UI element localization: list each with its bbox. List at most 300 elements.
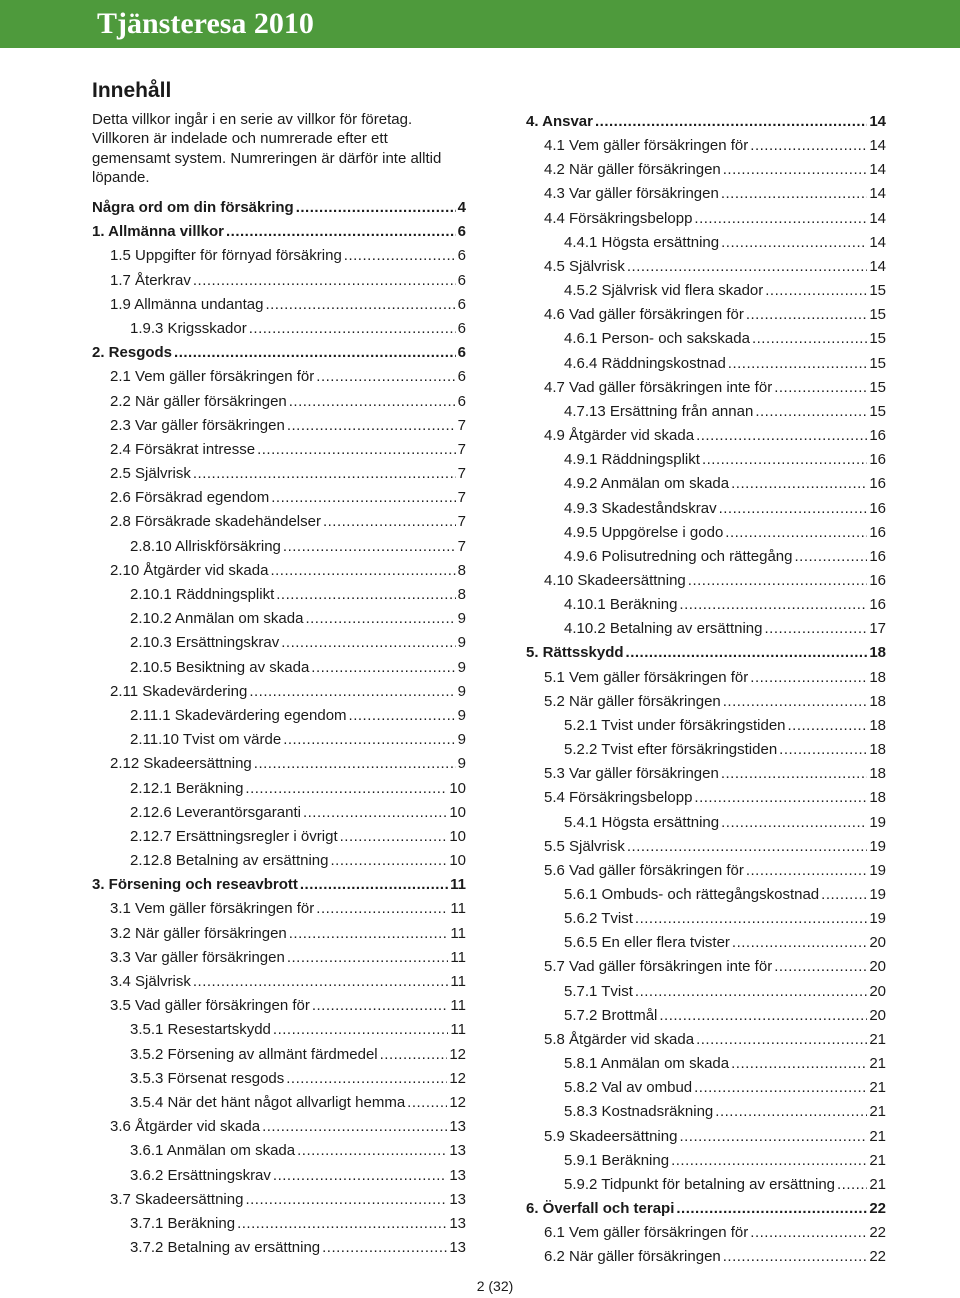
toc-entry[interactable]: [92, 1212, 466, 1236]
dot-leader: [193, 970, 449, 994]
toc-entry[interactable]: [526, 1221, 886, 1245]
toc-entry-label: 1.7 Återkrav: [110, 271, 191, 289]
toc-entry-page: 12: [449, 1045, 466, 1063]
dot-leader: [257, 438, 456, 462]
dot-leader: [788, 714, 868, 738]
toc-entry[interactable]: [526, 738, 886, 762]
toc-entry-label: 4.6 Vad gäller försäkringen för: [544, 306, 744, 324]
toc-entry[interactable]: [526, 448, 886, 472]
document-title: Tjänsteresa 2010: [97, 7, 314, 40]
dot-leader: [245, 1188, 447, 1212]
toc-entry-label: 4.9.3 Skadeståndskrav: [564, 499, 717, 517]
dot-leader: [696, 1028, 867, 1052]
dot-leader: [725, 521, 867, 545]
toc-entry[interactable]: [92, 341, 466, 365]
toc-entry-page: 14: [869, 113, 886, 130]
toc-entry[interactable]: [92, 994, 466, 1018]
toc-entry-page: 13: [449, 1118, 466, 1136]
dot-leader: [344, 244, 456, 268]
toc-entry[interactable]: [526, 690, 886, 714]
toc-entry-label: 3.7 Skadeersättning: [110, 1190, 244, 1208]
toc-entry-page: 9: [457, 706, 466, 724]
toc-entry-page: 21: [869, 1030, 886, 1048]
toc-entry[interactable]: [92, 317, 466, 341]
toc-entry-label: 5.3 Var gäller försäkringen: [544, 765, 719, 783]
dot-leader: [732, 931, 867, 955]
toc-entry-label: 4.10.2 Betalning av ersättning: [564, 620, 763, 638]
dot-leader: [193, 269, 456, 293]
toc-entry-label: 5.2 När gäller försäkringen: [544, 692, 721, 710]
dot-leader: [237, 1212, 447, 1236]
toc-entry-page: 7: [457, 416, 466, 434]
toc-entry[interactable]: [92, 922, 466, 946]
toc-entry-page: 16: [869, 427, 886, 445]
toc-entry[interactable]: [526, 1173, 886, 1197]
toc-entry-label: 4.10.1 Beräkning: [564, 596, 678, 614]
toc-entry-page: 14: [869, 257, 886, 275]
toc-entry-page: 14: [869, 209, 886, 227]
toc-entry[interactable]: [526, 231, 886, 255]
dot-leader: [626, 641, 868, 665]
toc-entry[interactable]: [92, 486, 466, 510]
toc-entry-page: 20: [869, 1006, 886, 1024]
toc-entry-page: 20: [869, 934, 886, 952]
toc-entry-page: 13: [449, 1214, 466, 1232]
toc-entry-page: 11: [450, 924, 466, 942]
toc-entry-label: 4.6.1 Person- och sakskada: [564, 330, 750, 348]
toc-entry-page: 6: [457, 344, 466, 362]
page-number: 2 (32): [476, 1278, 514, 1294]
dot-leader: [287, 946, 449, 970]
toc-entry[interactable]: [92, 535, 466, 559]
dot-leader: [316, 897, 448, 921]
toc-intro-text: Detta villkor ingår i en serie av villkor för företag. Villkoren är indelade och numrerade efter ett gemensamt system. Numreringen är därför inte alltid löpande.: [92, 111, 442, 186]
toc-entry[interactable]: [92, 196, 466, 220]
toc-entry-page: 6: [457, 271, 466, 289]
toc-entry-page: 17: [869, 620, 886, 638]
toc-entry[interactable]: [92, 220, 466, 244]
toc-entry[interactable]: [92, 365, 466, 389]
toc-entry-page: 11: [450, 973, 466, 990]
toc-entry[interactable]: [92, 510, 466, 534]
toc-entry-page: 16: [869, 499, 886, 517]
toc-entry-label: 4.1 Vem gäller försäkringen för: [544, 137, 749, 155]
toc-entry[interactable]: [526, 569, 886, 593]
toc-entry-label: 1.5 Uppgifter för förnyad försäkring: [110, 247, 342, 265]
toc-entry[interactable]: [92, 269, 466, 293]
toc-entry-page: 21: [869, 1055, 886, 1073]
toc-entry[interactable]: [526, 617, 886, 641]
dot-leader: [774, 376, 867, 400]
toc-entry-label: 5.7 Vad gäller försäkringen inte för: [544, 958, 773, 976]
toc-entry-page: 13: [449, 1239, 466, 1257]
dot-leader: [746, 859, 867, 883]
toc-entry-page: 9: [457, 658, 466, 676]
toc-entry-page: 11: [450, 876, 466, 894]
toc-heading: Innehåll: [92, 79, 172, 102]
toc-entry-label: 2.10.1 Räddningsplikt: [130, 586, 275, 603]
toc-entry-page: 12: [449, 1069, 466, 1087]
toc-entry[interactable]: [92, 414, 466, 438]
toc-entry[interactable]: [526, 835, 886, 859]
dot-leader: [287, 414, 456, 438]
toc-entry[interactable]: [526, 497, 886, 521]
toc-entry[interactable]: [526, 207, 886, 231]
toc-entry-page: 14: [869, 233, 886, 251]
toc-entry[interactable]: [526, 255, 886, 279]
toc-entry-label: 1. Allmänna villkor: [92, 223, 224, 241]
toc-entry-label: 4.9.5 Uppgörelse i godo: [564, 523, 724, 541]
toc-entry-label: 4.7.13 Ersättning från annan: [564, 402, 754, 420]
toc-entry-label: 3.4 Självrisk: [110, 973, 191, 990]
dot-leader: [193, 462, 456, 486]
toc-entry-label: 4.5.2 Självrisk vid flera skador: [564, 282, 764, 300]
toc-entry[interactable]: [92, 607, 466, 631]
toc-entry-page: 18: [869, 644, 886, 662]
dot-leader: [286, 1067, 447, 1091]
toc-entry[interactable]: [526, 762, 886, 786]
toc-entry[interactable]: [92, 293, 466, 317]
dot-leader: [795, 545, 868, 569]
toc-entry-label: 2.11.1 Skadevärdering egendom: [130, 706, 347, 724]
toc-entry-page: 14: [869, 161, 886, 179]
toc-entry-page: 6: [457, 392, 466, 410]
toc-entry-page: 15: [869, 306, 886, 324]
toc-entry[interactable]: [92, 1139, 466, 1163]
toc-entry-label: 5.8 Åtgärder vid skada: [544, 1030, 695, 1048]
toc-entry-page: 9: [457, 682, 466, 700]
toc-entry[interactable]: [526, 1125, 886, 1149]
toc-entry[interactable]: [92, 656, 466, 680]
toc-entry-page: 13: [449, 1142, 466, 1160]
toc-entry-page: 19: [869, 886, 886, 903]
toc-entry-label: 2.2 När gäller försäkringen: [110, 392, 287, 410]
dot-leader: [635, 907, 867, 931]
dot-leader: [752, 327, 867, 351]
toc-entry-page: 6: [457, 319, 466, 337]
toc-entry-page: 15: [869, 378, 886, 396]
dot-leader: [312, 994, 449, 1018]
dot-leader: [821, 883, 867, 907]
toc-entry-page: 11: [450, 997, 466, 1015]
dot-leader: [750, 1221, 867, 1245]
dot-leader: [774, 955, 867, 979]
toc-entry[interactable]: [92, 1018, 466, 1042]
toc-entry[interactable]: [92, 897, 466, 921]
toc-entry[interactable]: [526, 1149, 886, 1173]
toc-entry[interactable]: [526, 1004, 886, 1028]
toc-entry-label: 5.6.5 En eller flera tvister: [564, 934, 730, 952]
toc-entry[interactable]: [526, 786, 886, 810]
toc-entry-page: 7: [457, 513, 466, 531]
dot-leader: [305, 607, 455, 631]
toc-entry-label: 5.7.2 Brottmål: [564, 1006, 658, 1024]
toc-entry[interactable]: [526, 110, 886, 134]
toc-entry-label: 3.6.2 Ersättningskrav: [130, 1166, 271, 1184]
toc-entry-label: 2.10.3 Ersättningskrav: [130, 634, 280, 652]
toc-entry-page: 20: [869, 958, 886, 976]
toc-entry[interactable]: [526, 593, 886, 617]
toc-entry[interactable]: [526, 182, 886, 206]
toc-entry-page: 16: [869, 451, 886, 469]
toc-entry[interactable]: [526, 1028, 886, 1052]
toc-entry-label: 3.5.2 Försening av allmänt färdmedel: [130, 1045, 378, 1063]
toc-entry-page: 16: [869, 475, 886, 493]
toc-entry-page: 15: [869, 282, 886, 300]
toc-entry[interactable]: [526, 1100, 886, 1124]
dot-leader: [270, 559, 455, 583]
toc-entry-label: 4.7 Vad gäller försäkringen inte för: [544, 378, 773, 396]
toc-entry[interactable]: [526, 545, 886, 569]
dot-leader: [174, 341, 456, 365]
dot-leader: [281, 631, 455, 655]
toc-entry-label: 2.5 Självrisk: [110, 465, 191, 483]
toc-entry-label: 5.6.1 Ombuds- och rättegångskostnad: [564, 886, 820, 903]
toc-entry[interactable]: [526, 955, 886, 979]
toc-entry[interactable]: [526, 811, 886, 835]
dot-leader: [323, 510, 456, 534]
toc-entry-page: 18: [869, 741, 886, 759]
toc-entry[interactable]: [526, 303, 886, 327]
toc-entry-label: 5.9 Skadeersättning: [544, 1127, 678, 1145]
toc-entry[interactable]: [92, 728, 466, 752]
toc-entry-label: 3.6.1 Anmälan om skada: [130, 1142, 296, 1160]
toc-entry[interactable]: [92, 873, 466, 897]
toc-entry[interactable]: [526, 1245, 886, 1269]
toc-entry-page: 6: [457, 368, 466, 386]
dot-leader: [283, 728, 455, 752]
dot-leader: [316, 365, 455, 389]
toc-entry-label: 3.3 Var gäller försäkringen: [110, 948, 285, 966]
toc-entry-label: 2.11 Skadevärdering: [110, 682, 248, 700]
toc-entry[interactable]: [526, 327, 886, 351]
dot-leader: [276, 583, 455, 607]
toc-entry[interactable]: [92, 849, 466, 873]
toc-left-column: [92, 196, 466, 1260]
toc-right-column: [526, 110, 886, 1270]
toc-entry-page: 13: [449, 1190, 466, 1208]
toc-entry[interactable]: [92, 1067, 466, 1091]
toc-entry-label: 5. Rättsskydd: [526, 644, 624, 662]
toc-entry-label: 4.3 Var gäller försäkringen: [544, 185, 719, 203]
toc-entry[interactable]: [526, 352, 886, 376]
toc-entry-page: 15: [869, 354, 886, 372]
toc-entry[interactable]: [526, 859, 886, 883]
toc-entry-label: 3.5 Vad gäller försäkringen för: [110, 997, 310, 1015]
toc-entry[interactable]: [92, 244, 466, 268]
toc-entry-label: 5.1 Vem gäller försäkringen för: [544, 668, 749, 686]
toc-entry-page: 16: [869, 596, 886, 614]
toc-entry[interactable]: [526, 424, 886, 448]
toc-entry-page: 4: [457, 199, 466, 216]
toc-entry-label: 2.10 Åtgärder vid skada: [110, 561, 269, 579]
toc-entry[interactable]: [526, 472, 886, 496]
toc-entry-label: 5.4 Försäkringsbelopp: [544, 789, 693, 807]
toc-entry[interactable]: [92, 801, 466, 825]
toc-entry-page: 16: [869, 547, 886, 565]
toc-entry-page: 9: [457, 731, 466, 749]
toc-entry[interactable]: [526, 883, 886, 907]
toc-entry[interactable]: [526, 1076, 886, 1100]
dot-leader: [750, 134, 867, 158]
dot-leader: [262, 1115, 447, 1139]
toc-entry[interactable]: [92, 680, 466, 704]
dot-leader: [779, 738, 867, 762]
dot-leader: [837, 1173, 867, 1197]
toc-entry[interactable]: [92, 1091, 466, 1115]
toc-entry-label: 5.9.1 Beräkning: [564, 1151, 670, 1169]
toc-entry[interactable]: [526, 641, 886, 665]
toc-entry[interactable]: [526, 134, 886, 158]
toc-entry-label: 3.7.2 Betalning av ersättning: [130, 1239, 321, 1257]
toc-entry-label: 4.9 Åtgärder vid skada: [544, 427, 695, 445]
toc-entry[interactable]: [92, 752, 466, 776]
toc-entry[interactable]: [92, 1236, 466, 1260]
toc-entry-page: 18: [869, 765, 886, 783]
dot-leader: [750, 666, 867, 690]
toc-entry-page: 18: [869, 716, 886, 734]
toc-entry-label: 5.7.1 Tvist: [564, 982, 633, 1000]
toc-entry-label: 2.12.1 Beräkning: [130, 779, 244, 797]
dot-leader: [721, 231, 867, 255]
dot-leader: [273, 1018, 449, 1042]
toc-entry-label: 2.8.10 Allriskförsäkring: [130, 537, 281, 555]
toc-entry[interactable]: [526, 666, 886, 690]
toc-entry-label: 2.6 Försäkrad egendom: [110, 489, 270, 507]
dot-leader: [595, 110, 867, 134]
dot-leader: [764, 617, 867, 641]
toc-entry-label: 4.2 När gäller försäkringen: [544, 161, 721, 179]
dot-leader: [723, 1245, 868, 1269]
toc-entry[interactable]: [92, 583, 466, 607]
toc-entry[interactable]: [92, 1164, 466, 1188]
toc-entry-label: 4.9.1 Räddningsplikt: [564, 451, 700, 469]
toc-entry[interactable]: [526, 931, 886, 955]
dot-leader: [627, 835, 867, 859]
toc-entry[interactable]: [526, 400, 886, 424]
toc-entry[interactable]: [92, 631, 466, 655]
toc-entry-page: 6: [457, 247, 466, 265]
dot-leader: [407, 1091, 447, 1115]
toc-entry-page: 9: [457, 610, 466, 628]
dot-leader: [249, 680, 455, 704]
dot-leader: [289, 922, 449, 946]
toc-entry-page: 7: [457, 489, 466, 507]
toc-entry[interactable]: [526, 980, 886, 1004]
toc-entry-label: 3. Försening och reseavbrott: [92, 876, 298, 894]
toc-entry-label: 5.5 Självrisk: [544, 837, 625, 855]
dot-leader: [300, 873, 448, 897]
dot-leader: [721, 811, 867, 835]
toc-entry-page: 8: [457, 561, 466, 579]
dot-leader: [746, 303, 867, 327]
toc-entry-label: 4.10 Skadeersättning: [544, 571, 686, 589]
toc-entry[interactable]: [526, 1052, 886, 1076]
toc-entry-label: 2.8 Försäkrade skadehändelser: [110, 513, 321, 531]
toc-entry-label: 5.9.2 Tidpunkt för betalning av ersättning: [564, 1175, 836, 1193]
toc-entry[interactable]: [526, 907, 886, 931]
toc-entry-page: 10: [449, 779, 466, 797]
toc-entry-page: 19: [869, 813, 886, 831]
toc-entry[interactable]: [526, 521, 886, 545]
toc-entry-label: 6. Överfall och terapi: [526, 1200, 675, 1218]
dot-leader: [311, 656, 455, 680]
toc-entry-page: 21: [869, 1175, 886, 1193]
dot-leader: [297, 1139, 447, 1163]
toc-entry[interactable]: [92, 390, 466, 414]
dot-leader: [330, 849, 447, 873]
toc-entry[interactable]: [92, 559, 466, 583]
toc-entry-page: 21: [869, 1127, 886, 1145]
toc-entry-label: 4.6.4 Räddningskostnad: [564, 354, 726, 372]
toc-entry[interactable]: [92, 1188, 466, 1212]
dot-leader: [723, 158, 868, 182]
toc-entry-label: 2.10.2 Anmälan om skada: [130, 610, 304, 628]
dot-leader: [322, 1236, 447, 1260]
toc-entry-label: 4.5 Självrisk: [544, 257, 625, 275]
toc-entry[interactable]: [526, 158, 886, 182]
toc-entry[interactable]: [92, 825, 466, 849]
toc-entry-label: Några ord om din försäkring: [92, 199, 294, 216]
toc-entry-page: 10: [449, 852, 466, 870]
toc-entry-label: 2.11.10 Tvist om värde: [130, 731, 282, 749]
toc-entry-label: 2.4 Försäkrat intresse: [110, 440, 256, 458]
toc-entry[interactable]: [92, 1115, 466, 1139]
toc-entry[interactable]: [92, 462, 466, 486]
dot-leader: [289, 390, 456, 414]
toc-entry[interactable]: [92, 970, 466, 994]
dot-leader: [731, 1052, 867, 1076]
toc-entry-page: 11: [450, 1021, 466, 1039]
toc-entry-label: 5.2.2 Tvist efter försäkringstiden: [564, 741, 778, 759]
toc-entry[interactable]: [92, 777, 466, 801]
dot-leader: [694, 786, 867, 810]
toc-entry-page: 7: [457, 465, 466, 483]
toc-entry[interactable]: [92, 1043, 466, 1067]
dot-leader: [688, 569, 868, 593]
toc-entry-label: 4. Ansvar: [526, 113, 593, 130]
toc-entry[interactable]: [526, 376, 886, 400]
toc-entry-page: 11: [450, 948, 466, 966]
toc-entry-label: 3.5.4 När det hänt något allvarligt hemma: [130, 1093, 406, 1111]
dot-leader: [349, 704, 456, 728]
toc-entry-page: 18: [869, 692, 886, 710]
toc-entry-page: 6: [457, 295, 466, 313]
toc-entry[interactable]: [92, 946, 466, 970]
toc-entry-page: 18: [869, 668, 886, 686]
toc-entry-label: 3.5.3 Försenat resgods: [130, 1069, 285, 1087]
toc-entry[interactable]: [92, 438, 466, 462]
toc-entry-page: 18: [869, 789, 886, 807]
toc-entry[interactable]: [526, 1197, 886, 1221]
dot-leader: [635, 980, 867, 1004]
toc-entry[interactable]: [526, 279, 886, 303]
toc-entry-page: 20: [869, 982, 886, 1000]
dot-leader: [721, 762, 867, 786]
dot-leader: [254, 752, 456, 776]
toc-entry-page: 19: [869, 861, 886, 879]
toc-entry-page: 21: [869, 1079, 886, 1097]
toc-entry-page: 22: [869, 1200, 886, 1218]
toc-entry-label: 3.7.1 Beräkning: [130, 1214, 236, 1232]
toc-entry-label: 4.9.6 Polisutredning och rättegång: [564, 547, 793, 565]
toc-entry-page: 16: [869, 523, 886, 541]
toc-entry-label: 4.4 Försäkringsbelopp: [544, 209, 693, 227]
toc-entry-page: 11: [450, 900, 466, 918]
dot-leader: [696, 424, 867, 448]
toc-entry[interactable]: [92, 704, 466, 728]
toc-entry[interactable]: [526, 714, 886, 738]
